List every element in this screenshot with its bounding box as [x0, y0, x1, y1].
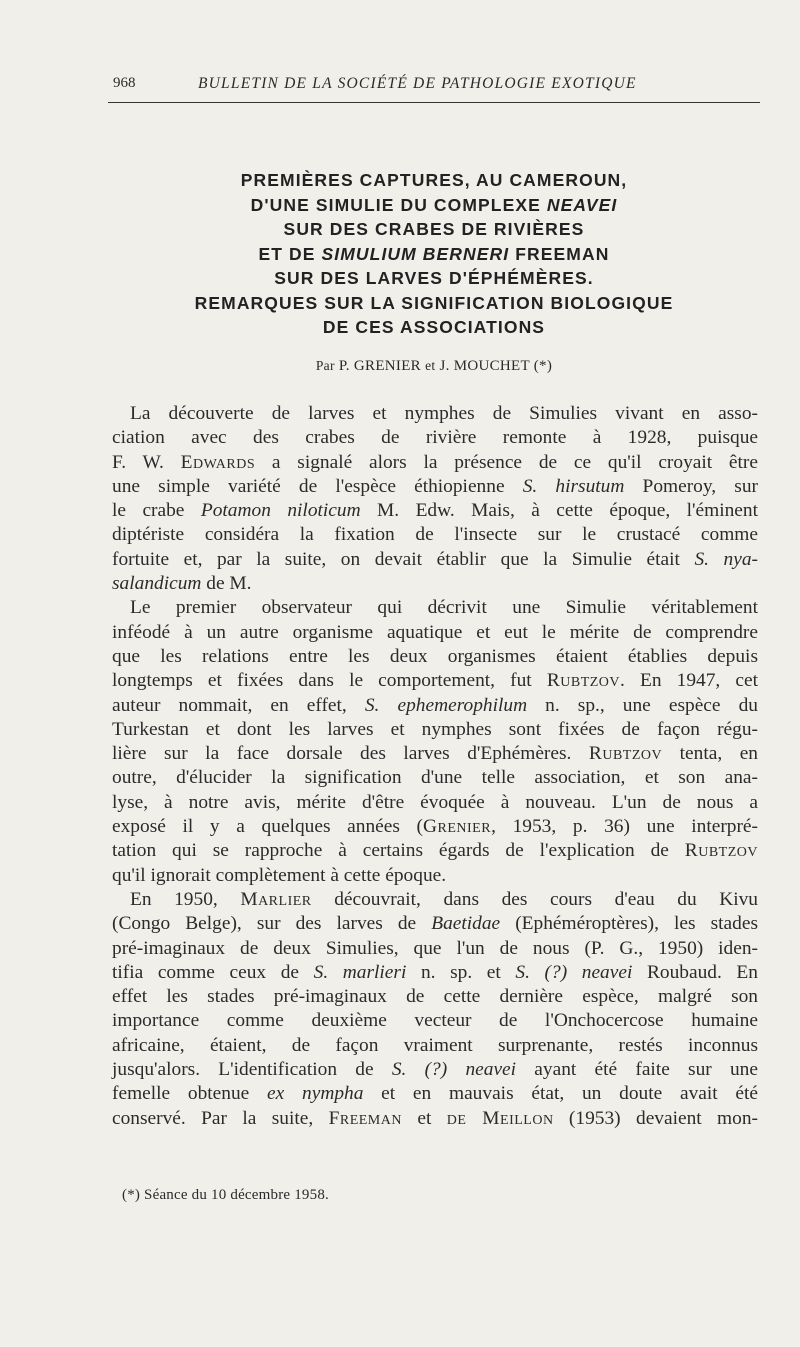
text-line: ciation avec des crabes de rivière remonte à 1928, puisque: [112, 427, 758, 449]
running-head: BULLETIN DE LA SOCIÉTÉ DE PATHOLOGIE EXOTIQUE: [198, 75, 637, 92]
text-line: Le premier observateur qui décrivit une Simulie véritablement: [130, 597, 758, 619]
text-line: conservé. Par la suite, Freeman et de Meillon (1953) devaient mon-: [112, 1107, 758, 1129]
page-number: 968: [113, 75, 136, 91]
text-line: exposé il y a quelques années (Grenier, 1953, p. 36) une interpré-: [112, 816, 758, 838]
text-line: (Congo Belge), sur des larves de Baetidae (Ephéméroptères), les stades: [112, 913, 758, 935]
title-line: PREMIÈRES CAPTURES, AU CAMEROUN,: [240, 170, 628, 190]
title-line: REMARQUES SUR LA SIGNIFICATION BIOLOGIQUE: [194, 292, 674, 313]
text-line: longtemps et fixées dans le comportement, fut Rubtzov. En 1947, cet: [112, 670, 758, 692]
footnote-marker: (*): [122, 1187, 141, 1203]
text-line: outre, d'élucider la signification d'une telle association, et son ana-: [112, 767, 758, 789]
title-line: DE CES ASSOCIATIONS: [322, 317, 546, 337]
text-line: effet les stades pré-imaginaux de cette dernière espèce, malgré son: [112, 986, 758, 1008]
title-line: SUR DES CRABES DE RIVIÈRES: [283, 219, 585, 239]
text-line: lière sur la face dorsale des larves d'Ephémères. Rubtzov tenta, en: [112, 743, 758, 765]
text-line: femelle obtenue ex nympha et en mauvais état, un doute avait été: [112, 1083, 759, 1105]
title-line: D'UNE SIMULIE DU COMPLEXE NEAVEI: [250, 194, 618, 215]
text-line: tation qui se rapproche à certains égards de l'explication de Rubtzov: [112, 840, 758, 862]
footnote: (*) Séance du 10 décembre 1958.: [122, 1187, 329, 1203]
text-line: tifia comme ceux de S. marlieri n. sp. et S. (?) neavei Roubaud. En: [112, 961, 758, 983]
text-line: inféodé à un autre organisme aquatique et eut le mérite de comprendre: [112, 621, 758, 643]
text-line: le crabe Potamon niloticum M. Edw. Mais, à cette époque, l'éminent: [112, 500, 758, 522]
text-line: lyse, à notre avis, mérite d'être évoquée à nouveau. L'un de nous a: [112, 791, 758, 813]
text-line: jusqu'alors. L'identification de S. (?) neavei ayant été faite sur une: [112, 1059, 758, 1081]
title-line: ET DE SIMULIUM BERNERI FREEMAN: [258, 243, 610, 264]
text-line: auteur nommait, en effet, S. ephemerophilum n. sp., une espèce du: [112, 694, 758, 716]
text-line: qu'il ignorait complètement à cette époque.: [112, 864, 447, 886]
text-line: diptériste considéra la fixation de l'insecte sur le crustacé comme: [112, 524, 758, 546]
header-rule: [108, 102, 760, 103]
text-line: importance comme deuxième vecteur de l'Onchocercose humaine: [112, 1010, 758, 1032]
title-line: SUR DES LARVES D'ÉPHÉMÈRES.: [274, 268, 594, 288]
text-line: En 1950, Marlier découvrait, dans des cours d'eau du Kivu: [130, 888, 758, 910]
text-line: pré-imaginaux de deux Simulies, que l'un de nous (P. G., 1950) iden-: [112, 937, 758, 959]
text-line: fortuite et, par la suite, on devait établir que la Simulie était S. nya-: [112, 548, 758, 570]
footnote-marker: (*): [533, 358, 553, 374]
text-line: que les relations entre les deux organismes étaient établies depuis: [112, 645, 758, 667]
article-title: [108, 168, 760, 340]
text-line: Turkestan et dont les larves et nymphes sont fixées de façon régu-: [112, 718, 758, 740]
article-body: [112, 402, 758, 1131]
text-line: salandicum de M.: [112, 573, 252, 595]
author-line: Par P. GRENIER et J. MOUCHET (*): [315, 358, 553, 374]
text-line: La découverte de larves et nymphes de Simulies vivant en asso-: [130, 403, 758, 424]
text-line: F. W. Edwards a signalé alors la présence de ce qu'il croyait être: [112, 451, 758, 473]
text-line: africaine, étaient, de façon vraiment surprenante, restés inconnus: [112, 1034, 758, 1056]
text-line: une simple variété de l'espèce éthiopienne S. hirsutum Pomeroy, sur: [112, 475, 759, 497]
